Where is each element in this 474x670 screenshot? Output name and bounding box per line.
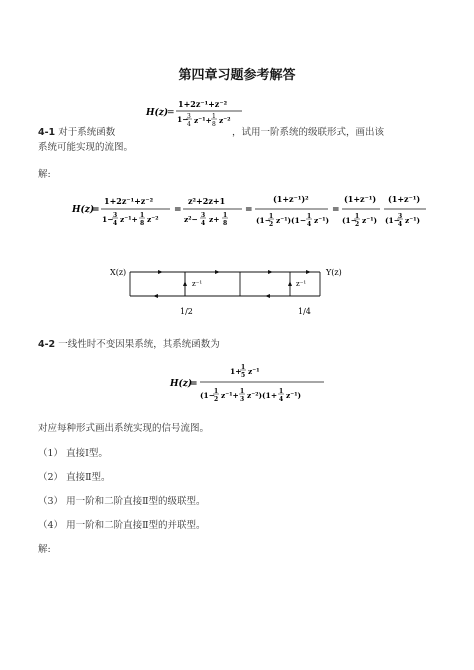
svg-text:(1−: (1− bbox=[385, 216, 401, 225]
solution-label-2: 解: bbox=[38, 544, 51, 555]
svg-text:4: 4 bbox=[307, 221, 312, 228]
svg-text:4: 4 bbox=[201, 220, 206, 227]
svg-text:1: 1 bbox=[212, 113, 216, 120]
formula-4-2 bbox=[168, 358, 328, 414]
svg-text:z⁻¹+: z⁻¹+ bbox=[120, 215, 138, 224]
svg-text:4: 4 bbox=[398, 221, 403, 228]
svg-text:1+2z⁻¹+z⁻²: 1+2z⁻¹+z⁻² bbox=[104, 196, 154, 206]
svg-text:z+: z+ bbox=[209, 215, 220, 224]
svg-text:2: 2 bbox=[214, 396, 219, 403]
list-item-2: （2） 直接Ⅱ型。 bbox=[38, 472, 111, 483]
problem-number-2: 4-2 bbox=[38, 339, 56, 350]
svg-text:=: = bbox=[245, 205, 253, 215]
svg-text:4: 4 bbox=[113, 220, 118, 227]
svg-text:z⁻¹+: z⁻¹+ bbox=[221, 391, 239, 400]
flow-output-label: Y(z) bbox=[326, 268, 342, 277]
svg-text:z⁻¹): z⁻¹) bbox=[362, 216, 378, 225]
svg-text:(1+z⁻¹)²: (1+z⁻¹)² bbox=[273, 194, 309, 204]
svg-text:=: = bbox=[190, 379, 198, 389]
svg-text:=: = bbox=[174, 205, 182, 215]
svg-text:1−: 1− bbox=[177, 115, 189, 124]
problem-4-1-line2: 系统可能实现的流图。 bbox=[38, 142, 134, 153]
svg-text:1: 1 bbox=[269, 213, 274, 220]
problem-number: 4-1 bbox=[38, 127, 56, 138]
signal-flow-graph bbox=[110, 258, 360, 322]
svg-text:8: 8 bbox=[140, 220, 145, 227]
svg-text:z⁻¹): z⁻¹) bbox=[286, 391, 302, 400]
svg-text:1: 1 bbox=[223, 212, 228, 219]
svg-text:H(z): H(z) bbox=[72, 205, 95, 215]
svg-text:1: 1 bbox=[240, 388, 245, 395]
formula-4-1-solution bbox=[70, 190, 430, 240]
problem-4-2-after: 对应每种形式画出系统实现的信号流图。 bbox=[38, 423, 210, 434]
svg-text:1: 1 bbox=[140, 212, 145, 219]
problem-4-1-line1b: ，试用一阶系统的级联形式，画出该 bbox=[232, 127, 385, 138]
svg-text:3: 3 bbox=[398, 213, 403, 220]
svg-text:=: = bbox=[92, 205, 100, 215]
svg-text:1: 1 bbox=[241, 364, 246, 371]
svg-text:z²−: z²− bbox=[184, 215, 198, 224]
svg-text:4: 4 bbox=[187, 121, 191, 128]
svg-text:(1+z⁻¹): (1+z⁻¹) bbox=[388, 194, 421, 204]
delay-label-1: z⁻¹ bbox=[192, 280, 203, 288]
problem-4-2-line1 bbox=[38, 338, 220, 351]
svg-text:1: 1 bbox=[214, 388, 219, 395]
svg-text:(1−: (1− bbox=[342, 216, 358, 225]
problem-4-1-line1 bbox=[38, 126, 115, 139]
svg-text:8: 8 bbox=[223, 220, 228, 227]
list-item-4: （4） 用一阶和二阶直接Ⅱ型的并联型。 bbox=[38, 520, 206, 531]
svg-text:3: 3 bbox=[240, 396, 245, 403]
svg-text:3: 3 bbox=[113, 212, 118, 219]
svg-text:4: 4 bbox=[279, 396, 284, 403]
svg-text:z⁻¹)(1−: z⁻¹)(1− bbox=[276, 216, 307, 225]
svg-text:z⁻¹: z⁻¹ bbox=[248, 367, 260, 376]
flow-input-label: X(z) bbox=[110, 268, 127, 277]
formula-4-1 bbox=[144, 92, 244, 132]
svg-text:8: 8 bbox=[212, 121, 216, 128]
coef-label-1: 1/2 bbox=[180, 307, 193, 316]
problem-text: 对于系统函数 bbox=[58, 127, 116, 138]
svg-text:(1−: (1− bbox=[200, 391, 216, 400]
svg-text:2: 2 bbox=[269, 221, 274, 228]
svg-text:1: 1 bbox=[307, 213, 312, 220]
svg-text:=: = bbox=[167, 108, 175, 118]
svg-text:1: 1 bbox=[355, 213, 360, 220]
svg-text:(1+z⁻¹): (1+z⁻¹) bbox=[344, 194, 377, 204]
svg-text:2: 2 bbox=[355, 221, 360, 228]
svg-text:z⁻¹): z⁻¹) bbox=[314, 216, 330, 225]
svg-text:1+2z⁻¹+z⁻²: 1+2z⁻¹+z⁻² bbox=[178, 99, 228, 109]
page-title: 第四章习题参考解答 bbox=[178, 68, 296, 83]
svg-text:z⁻¹+: z⁻¹+ bbox=[194, 116, 212, 125]
svg-text:z⁻²: z⁻² bbox=[147, 215, 159, 224]
svg-text:5: 5 bbox=[241, 372, 246, 379]
svg-text:3: 3 bbox=[201, 212, 206, 219]
svg-text:1−: 1− bbox=[102, 215, 114, 224]
svg-text:1+: 1+ bbox=[230, 367, 242, 376]
coef-label-2: 1/4 bbox=[298, 307, 311, 316]
list-item-1: （1） 直接Ⅰ型。 bbox=[38, 448, 108, 459]
svg-text:1: 1 bbox=[279, 388, 284, 395]
svg-text:=: = bbox=[332, 205, 340, 215]
svg-text:H(z): H(z) bbox=[146, 108, 169, 118]
svg-text:3: 3 bbox=[187, 113, 191, 120]
svg-text:z²+2z+1: z²+2z+1 bbox=[188, 196, 226, 206]
list-item-3: （3） 用一阶和二阶直接Ⅱ型的级联型。 bbox=[38, 496, 206, 507]
solution-label: 解: bbox=[38, 169, 51, 180]
svg-text:(1−: (1− bbox=[256, 216, 272, 225]
svg-text:z⁻²)(1+: z⁻²)(1+ bbox=[247, 391, 278, 400]
svg-text:z⁻²: z⁻² bbox=[219, 116, 231, 125]
svg-text:z⁻¹): z⁻¹) bbox=[405, 216, 421, 225]
delay-label-2: z⁻¹ bbox=[296, 280, 307, 288]
svg-text:H(z): H(z) bbox=[170, 379, 193, 389]
problem-text-2: 一线性时不变因果系统，其系统函数为 bbox=[58, 339, 220, 350]
